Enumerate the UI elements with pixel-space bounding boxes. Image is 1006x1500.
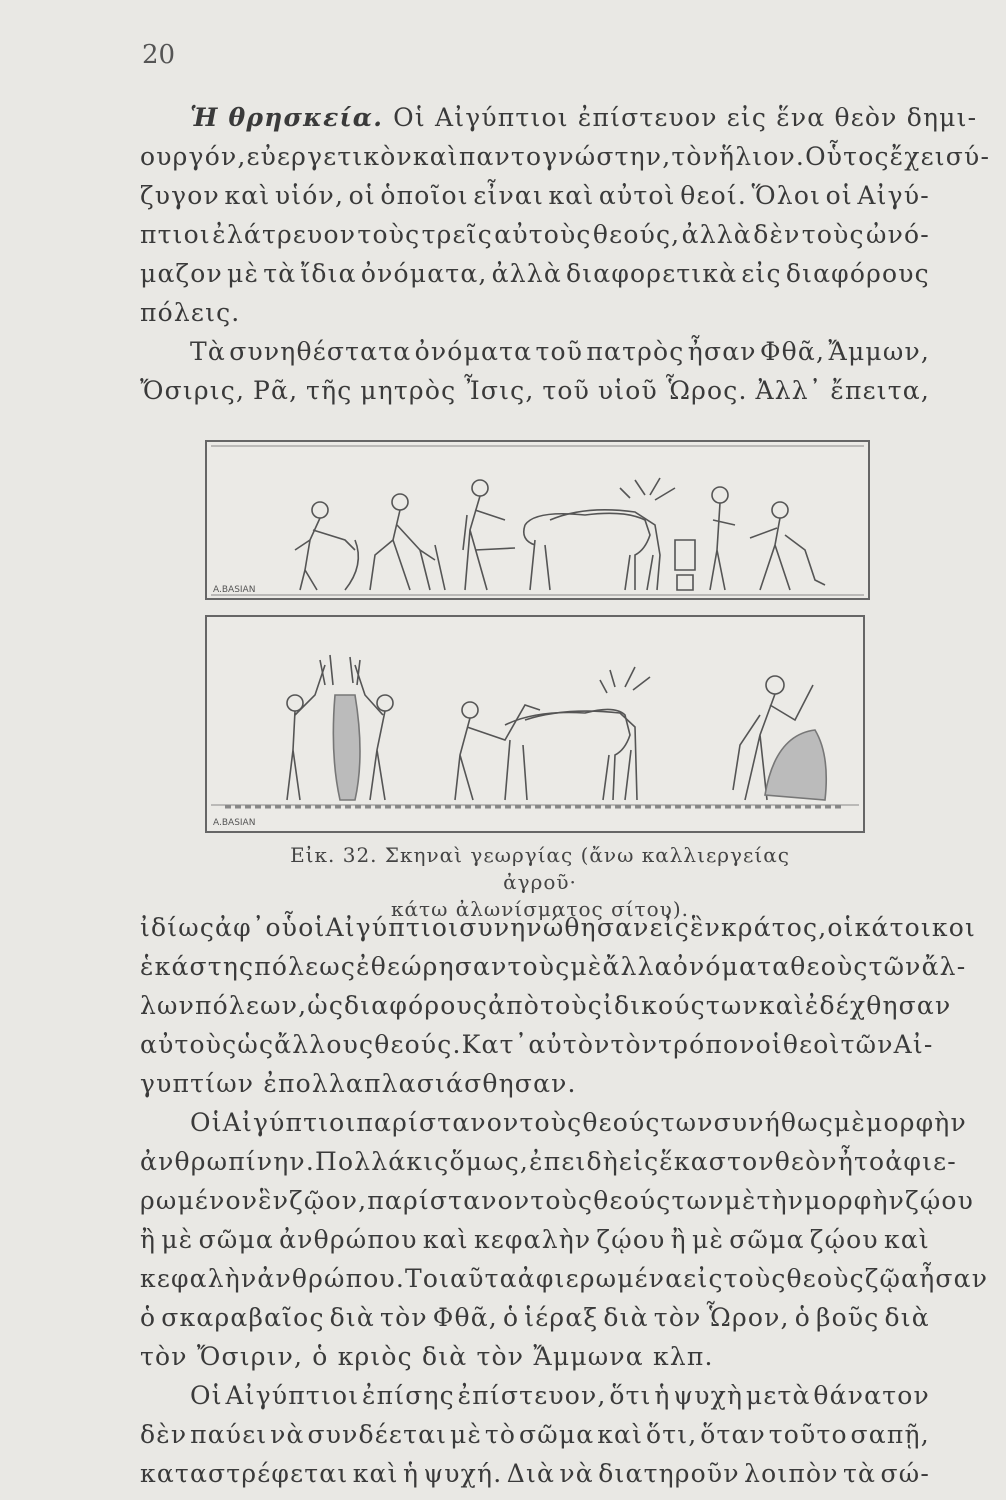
word: θεούς	[593, 1186, 672, 1215]
word: ζυγον	[140, 181, 220, 210]
word: παύει	[190, 1420, 268, 1449]
word: των	[660, 1108, 714, 1137]
text-block-bottom	[140, 908, 989, 1493]
word: σαπῇ,	[850, 1420, 930, 1449]
artist-signature-bottom: A.BASIAN	[213, 818, 256, 828]
word: τοὺς	[540, 991, 603, 1020]
word: δὲν	[753, 220, 801, 249]
word: ὠνό-	[866, 220, 930, 249]
word: παρίστανον	[367, 1186, 531, 1215]
word: Πολλάκις	[314, 1147, 450, 1176]
text-line	[140, 986, 952, 1025]
word: ουργόν,	[140, 142, 247, 171]
word: βοῦς	[815, 1303, 880, 1332]
word: τοῦτο	[768, 1420, 848, 1449]
text-line	[140, 176, 930, 215]
word: τοῦ	[535, 337, 584, 366]
word: Ἀλλ᾽	[755, 376, 823, 405]
word: πόλεων,	[195, 991, 308, 1020]
word: διὰ	[329, 1303, 376, 1332]
word: ἥλιον.	[719, 142, 806, 171]
word: παρίστανον	[356, 1108, 520, 1137]
text-line: τὸν Ὄσιριν, ὁ κριὸς διὰ τὸν Ἄμμωνα κλπ.	[140, 1342, 714, 1371]
word: ὡς	[307, 991, 345, 1020]
word: ἔχει	[889, 142, 946, 171]
word: μορφὴν	[804, 1186, 906, 1215]
word: μετὰ	[745, 1381, 811, 1410]
word: σκαραβαῖος	[161, 1303, 325, 1332]
word: τὸν	[653, 1303, 702, 1332]
word: ἐπειδὴ	[529, 1147, 619, 1176]
word: Ἄμμων,	[828, 337, 930, 366]
text-line	[140, 1220, 930, 1259]
word: διαφόρους	[344, 991, 489, 1020]
text-line	[140, 947, 967, 986]
word: τὸν	[671, 142, 720, 171]
word: κάτοικοι	[854, 913, 976, 942]
word: αὐτοὶ	[598, 181, 676, 210]
word: τῆς	[306, 376, 353, 405]
word: καὶ	[597, 1420, 644, 1449]
word: ἦτο	[837, 1147, 886, 1176]
word: Ἶσις,	[464, 376, 535, 405]
word: ἐπίστευον,	[457, 1381, 607, 1410]
word: ἦσαν	[919, 1264, 989, 1293]
word: τοὺς	[507, 952, 571, 981]
word: ἀνθρώπου.	[257, 1264, 406, 1293]
word: των	[705, 991, 759, 1020]
word: ὅτι,	[645, 1420, 698, 1449]
word: καὶ	[412, 142, 459, 171]
word: ὀνόματα,	[360, 259, 488, 288]
word: πατρὸς	[586, 337, 685, 366]
text-line	[140, 1415, 930, 1454]
word: Τοιαῦτα	[405, 1264, 518, 1293]
word: εἶναι	[473, 181, 544, 210]
word: οἱ	[348, 181, 376, 210]
word: ἀλλὰ	[681, 220, 752, 249]
word: ἡ	[654, 1381, 671, 1410]
word: ἑκάστης	[140, 952, 255, 981]
word: οὗ	[265, 913, 299, 942]
word: ἓν	[258, 1186, 290, 1215]
text-line: γυπτίων ἐπολλαπλασιάσθησαν.	[140, 1069, 577, 1098]
word: παντογνώστην,	[458, 142, 672, 171]
word: Αἰγύπτιοι	[225, 1381, 360, 1410]
word: εὐεργετικὸν	[246, 142, 413, 171]
artist-signature-top: A.BASIAN	[213, 585, 256, 595]
word: κράτος,	[720, 913, 828, 942]
text-line	[140, 908, 976, 947]
word: Ὧρος.	[665, 376, 748, 405]
word: ἐπίσης	[361, 1381, 455, 1410]
word: διὰ	[603, 1303, 649, 1332]
word: νὰ	[270, 1420, 305, 1449]
text-line	[140, 1103, 967, 1142]
word: ἐθεώρησαν	[356, 952, 508, 981]
word: ἴδια	[300, 259, 357, 288]
word: μορφὴν	[866, 1108, 967, 1137]
word: τὸ	[484, 1420, 517, 1449]
word: εἰς	[741, 259, 782, 288]
word: συνηθέστατα	[229, 337, 412, 366]
word: ἀφιερωμένα	[517, 1264, 684, 1293]
word: Τὰ	[190, 337, 226, 366]
word: ἢ	[140, 1225, 157, 1254]
text-line	[140, 1376, 930, 1415]
text-line	[140, 98, 978, 137]
word: ζῷα	[864, 1264, 920, 1293]
word: ἄλλα	[602, 952, 673, 981]
text-line	[140, 332, 930, 371]
word: μὲ	[450, 1420, 483, 1449]
word: καὶ	[548, 181, 595, 210]
word: ζῴου	[905, 1186, 975, 1215]
word: τῶν	[840, 1030, 894, 1059]
word: θεούς,	[592, 220, 681, 249]
word: ἀφιε-	[885, 1147, 957, 1176]
word: οἱ	[827, 913, 855, 942]
word: Αἰ-	[893, 1030, 934, 1059]
word: ζῷον,	[289, 1186, 368, 1215]
relief-panel-bottom	[205, 615, 865, 833]
word: Ρᾶ,	[252, 376, 299, 405]
word: ἐλάτρευον	[212, 220, 357, 249]
word: εἰς	[649, 913, 690, 942]
word: Ὄσιρις,	[140, 376, 246, 405]
word: ὁ	[794, 1303, 811, 1332]
word: ἐδέχθησαν	[804, 991, 952, 1020]
word: ψυχὴ	[673, 1381, 744, 1410]
word: κεφαλὴν	[140, 1264, 258, 1293]
word: οἱ	[755, 1030, 783, 1059]
word: τοὺς	[801, 220, 865, 249]
word: δὲν	[140, 1420, 188, 1449]
word: αὐτὸν	[528, 1030, 611, 1059]
caption-line: κάτω ἀλωνίσματος σίτου).	[391, 897, 689, 921]
word: ἱέραξ	[524, 1303, 599, 1332]
section-heading: Ἡ θρησκεία.	[190, 103, 384, 132]
word: διαφόρους	[785, 259, 930, 288]
word: μὲ	[692, 1225, 725, 1254]
word: λων	[140, 991, 196, 1020]
word: ἀφ᾽	[215, 913, 266, 942]
word: Κατ᾽	[461, 1030, 529, 1059]
word: ὅτι	[609, 1381, 652, 1410]
word: τοῦ	[542, 376, 591, 405]
word: μὲ	[227, 259, 260, 288]
text-line	[140, 137, 991, 176]
text-line	[140, 1298, 930, 1337]
word: συνηνώθησαν	[459, 913, 650, 942]
word: ἡ	[402, 1459, 420, 1488]
word: ἀνθρώπου	[279, 1225, 418, 1254]
text-line	[140, 1454, 930, 1493]
text-line	[140, 215, 930, 254]
word: τοὺς	[519, 1108, 583, 1137]
word: τρεῖς	[421, 220, 493, 249]
word: ὁποῖοι	[380, 181, 469, 210]
word: καὶ	[352, 1459, 399, 1488]
word: αὐτοὺς	[494, 220, 592, 249]
word: Αἰγύ-	[857, 181, 930, 210]
word: Οἱ	[190, 1108, 223, 1137]
word: εἰς	[683, 1264, 724, 1293]
word: ἀπὸ	[488, 991, 541, 1020]
word: ὁ	[140, 1303, 157, 1332]
word: τὰ	[843, 1459, 877, 1488]
word: σῶμα	[729, 1225, 805, 1254]
word: καὶ	[884, 1225, 930, 1254]
relief-panel-top	[205, 440, 870, 600]
word: συνδέεται	[307, 1420, 448, 1449]
word: μὲ	[724, 1186, 757, 1215]
word: θάνατον	[813, 1381, 930, 1410]
word: ἓν	[689, 913, 721, 942]
word: Αἰγύπτιοι	[325, 913, 460, 942]
word: ὀνόματα	[414, 337, 533, 366]
word: Φθᾶ,	[432, 1303, 498, 1332]
word: Οἱ	[190, 1381, 223, 1410]
word: υἱοῦ	[597, 376, 658, 405]
word: ψυχή.	[423, 1459, 503, 1488]
word: θεὸν	[774, 1147, 838, 1176]
text-line-content: Οἱ Αἰγύπτιοι ἐπίστευον εἰς ἕνα θεὸν δημι-	[393, 103, 978, 132]
word: καταστρέφεται	[140, 1459, 349, 1488]
text-line	[140, 371, 930, 410]
word: ὀνόματα	[672, 952, 791, 981]
word: ὅταν	[700, 1420, 766, 1449]
word: Ὧρον,	[706, 1303, 790, 1332]
word: αὐτοὺς	[140, 1030, 238, 1059]
word: σῶμα	[519, 1420, 595, 1449]
text-line	[140, 1181, 975, 1220]
text-block-top	[140, 98, 991, 410]
page-number: 20	[142, 40, 176, 70]
word: ἕκαστον	[659, 1147, 775, 1176]
caption-line: Εἰκ. 32. Σκηναὶ γεωργίας (ἄνω καλλιεργείας ἀγροῦ·	[290, 843, 790, 894]
word: τοὺς	[357, 220, 421, 249]
word: ἦσαν	[687, 337, 757, 366]
word: των	[671, 1186, 725, 1215]
word: μὲ	[161, 1225, 194, 1254]
word: ζῴου	[596, 1225, 666, 1254]
word: διατηροῦν	[598, 1459, 740, 1488]
word: καὶ	[422, 1225, 469, 1254]
word: διαφορετικὰ	[566, 259, 738, 288]
word: νὰ	[559, 1459, 594, 1488]
text-line	[140, 1142, 957, 1181]
word: θεοί.	[680, 181, 747, 210]
word: οἱ	[825, 181, 853, 210]
word: εἰς	[618, 1147, 660, 1176]
word: ἰδικούς	[602, 991, 706, 1020]
word: συνήθως	[713, 1108, 834, 1137]
word: πτιοι	[140, 220, 211, 249]
word: οἱ	[298, 913, 326, 942]
word: τὸν	[380, 1303, 428, 1332]
word: ἄλ-	[921, 952, 967, 981]
word: σῶμα	[198, 1225, 274, 1254]
word: θεούς	[582, 1108, 661, 1137]
word: ἔπειτα,	[830, 376, 930, 405]
word: θεοὺς	[790, 952, 869, 981]
word: Αἰγύπτιοι	[222, 1108, 357, 1137]
word: ζῴου	[809, 1225, 879, 1254]
word: μὲ	[833, 1108, 866, 1137]
word: τρόπον	[658, 1030, 756, 1059]
word: τῶν	[868, 952, 922, 981]
word: διὰ	[884, 1303, 930, 1332]
word: Διὰ	[506, 1459, 556, 1488]
text-line	[140, 254, 930, 293]
word: θεοὺς	[786, 1264, 865, 1293]
word: Οὗτος	[805, 142, 890, 171]
word: καὶ	[758, 991, 805, 1020]
word: μὲ	[570, 952, 603, 981]
text-line: πόλεις.	[140, 298, 241, 327]
text-line	[140, 1025, 934, 1064]
word: ἀνθρωπίνην.	[140, 1147, 315, 1176]
word: τοὺς	[723, 1264, 787, 1293]
word: τοὺς	[530, 1186, 594, 1215]
word: ὡς	[237, 1030, 275, 1059]
word: ὁ	[502, 1303, 520, 1332]
word: τὰ	[263, 259, 297, 288]
word: μητρὸς	[360, 376, 457, 405]
text-line	[140, 1259, 989, 1298]
word: πόλεως	[254, 952, 357, 981]
word: ἰδίως	[140, 913, 216, 942]
word: υἱόν,	[274, 181, 345, 210]
word: τὸν	[610, 1030, 659, 1059]
word: ἀλλὰ	[491, 259, 562, 288]
word: λοιπὸν	[744, 1459, 839, 1488]
word: Ὅλοι	[751, 181, 822, 210]
word: σώ-	[880, 1459, 930, 1488]
word: ἢ	[670, 1225, 687, 1254]
word: μαζον	[140, 259, 223, 288]
word: ὅμως,	[449, 1147, 530, 1176]
word: καὶ	[224, 181, 271, 210]
word: ρωμένον	[140, 1186, 259, 1215]
word: Φθᾶ,	[759, 337, 826, 366]
word: θεοὶ	[782, 1030, 841, 1059]
word: κεφαλὴν	[473, 1225, 592, 1254]
word: τὴν	[756, 1186, 805, 1215]
word: θεούς.	[374, 1030, 462, 1059]
word: σύ-	[945, 142, 991, 171]
word: ἄλλους	[274, 1030, 375, 1059]
